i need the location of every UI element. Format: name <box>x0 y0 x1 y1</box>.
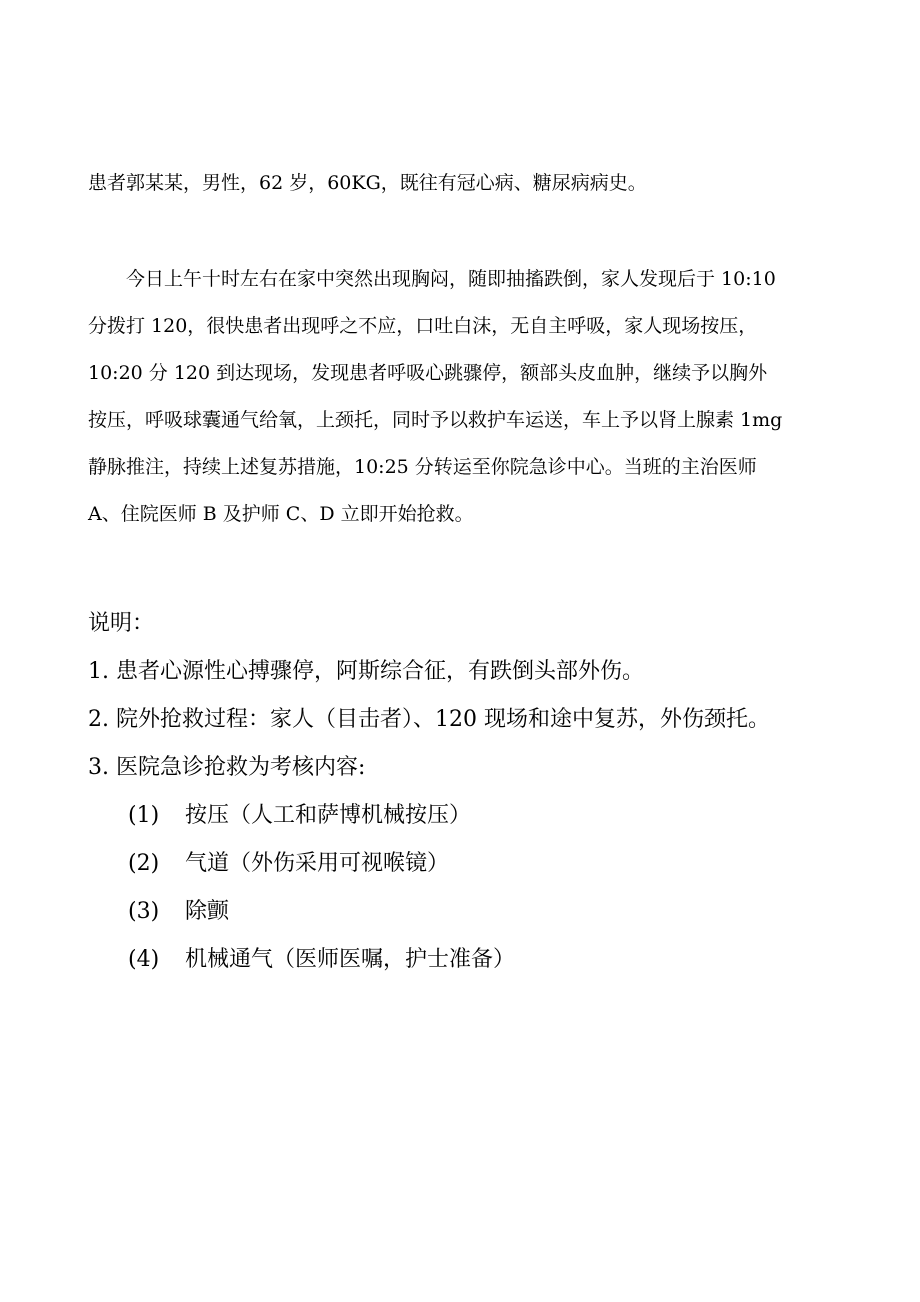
assessment-item-number: (3) <box>128 899 160 924</box>
assessment-item <box>88 888 868 936</box>
case-line: 按压，呼吸球囊通气给氧，上颈托，同时予以救护车运送，车上予以肾上腺素 1mg <box>88 409 783 431</box>
case-line: 今日上午十时左右在家中突然出现胸闷，随即抽搐跌倒，家人发现后于 10:10 <box>88 268 776 290</box>
case-line: 分拨打 120，很快患者出现呼之不应，口吐白沫，无自主呼吸，家人现场按压， <box>88 315 758 337</box>
notes-point: 3. 医院急诊抢救为考核内容: <box>88 755 366 780</box>
notes-section <box>88 600 868 984</box>
assessment-item-number: (4) <box>128 947 160 972</box>
patient-summary-line: 患者郭某某，男性，62 岁，60KG，既往有冠心病、糖尿病病史。 <box>88 172 647 194</box>
case-line: 10:20 分 120 到达现场，发现患者呼吸心跳骤停，额部头皮血肿，继续予以胸外 <box>88 362 768 384</box>
patient-summary <box>88 160 868 207</box>
notes-point: 2. 院外抢救过程：家人（目击者）、120 现场和途中复苏，外伤颈托。 <box>88 707 770 732</box>
assessment-item-text: 除颤 <box>185 899 230 924</box>
case-line: 静脉推注，持续上述复苏措施，10:25 分转运至你院急诊中心。当班的主治医师 <box>88 456 757 478</box>
assessment-item <box>88 840 868 888</box>
case-line: A、住院医师 B 及护师 C、D 立即开始抢救。 <box>88 503 474 525</box>
assessment-item <box>88 936 868 984</box>
assessment-item-number: (1) <box>128 803 160 828</box>
assessment-item-text: 机械通气（医师医嘱，护士准备） <box>185 947 516 972</box>
assessment-item-text: 按压（人工和萨博机械按压） <box>185 803 472 828</box>
case-description <box>88 256 868 538</box>
notes-heading: 说明： <box>88 611 155 636</box>
assessment-item-number: (2) <box>128 851 160 876</box>
notes-point: 1. 患者心源性心搏骤停，阿斯综合征，有跌倒头部外伤。 <box>88 659 644 684</box>
assessment-item-text: 气道（外伤采用可视喉镜） <box>185 851 450 876</box>
assessment-item <box>88 792 868 840</box>
